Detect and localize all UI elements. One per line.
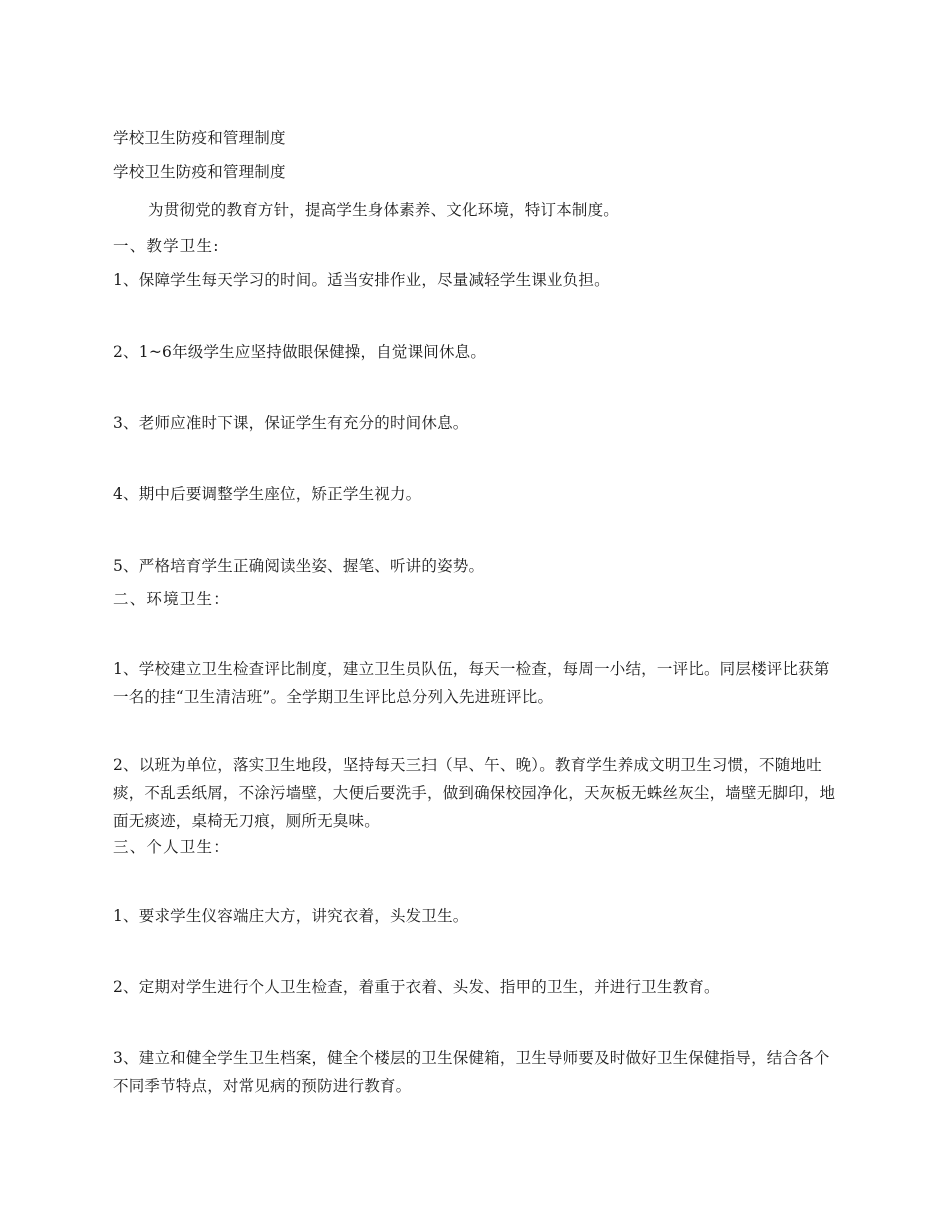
teaching-item-4: 4、期中后要调整学生座位，矫正学生视力。 (113, 485, 422, 503)
document-title: 学校卫生防疫和管理制度 (113, 129, 286, 147)
teaching-item-1: 1、保障学生每天学习的时间。适当安排作业，尽量减轻学生课业负担。 (113, 271, 610, 289)
teaching-item-3: 3、老师应准时下课，保证学生有充分的时间休息。 (113, 414, 469, 432)
intro-paragraph: 为贯彻党的教育方针，提高学生身体素养、文化环境，特订本制度。 (148, 201, 620, 219)
section-heading-personal: 三、个人卫生： (113, 838, 230, 856)
teaching-item-5: 5、严格培育学生正确阅读坐姿、握笔、听讲的姿势。 (113, 557, 485, 575)
environment-item-2: 2、以班为单位，落实卫生地段，坚持每天三扫（早、午、晚）。教育学生养成文明卫生习惯，不随地吐痰，不乱丢纸屑，不涂污墙壁，大便后要洗手，做到确保校园净化，天灰板无蛛丝灰尘，墙壁无脚印，地面无痰迹，桌椅无刀痕，厕所无臭味。 (113, 756, 836, 830)
section-heading-environment: 二、环境卫生： (113, 590, 230, 608)
environment-item-1: 1、学校建立卫生检查评比制度，建立卫生员队伍，每天一检查，每周一小结，一评比。同层楼评比获第一名的挂“卫生清洁班”。全学期卫生评比总分列入先进班评比。 (113, 660, 830, 706)
personal-item-2: 2、定期对学生进行个人卫生检查，着重于衣着、头发、指甲的卫生，并进行卫生教育。 (113, 978, 720, 996)
document-subtitle: 学校卫生防疫和管理制度 (113, 163, 286, 181)
section-heading-teaching: 一、教学卫生: (113, 237, 220, 255)
personal-item-1: 1、要求学生仪容端庄大方，讲究衣着，头发卫生。 (113, 907, 469, 925)
teaching-item-2: 2、1~6年级学生应坚持做眼保健操，自觉课间休息。 (113, 343, 487, 361)
personal-item-3: 3、建立和健全学生卫生档案，健全个楼层的卫生保健箱，卫生导师要及时做好卫生保健指导，结合各个不同季节特点，对常见病的预防进行教育。 (113, 1049, 830, 1095)
